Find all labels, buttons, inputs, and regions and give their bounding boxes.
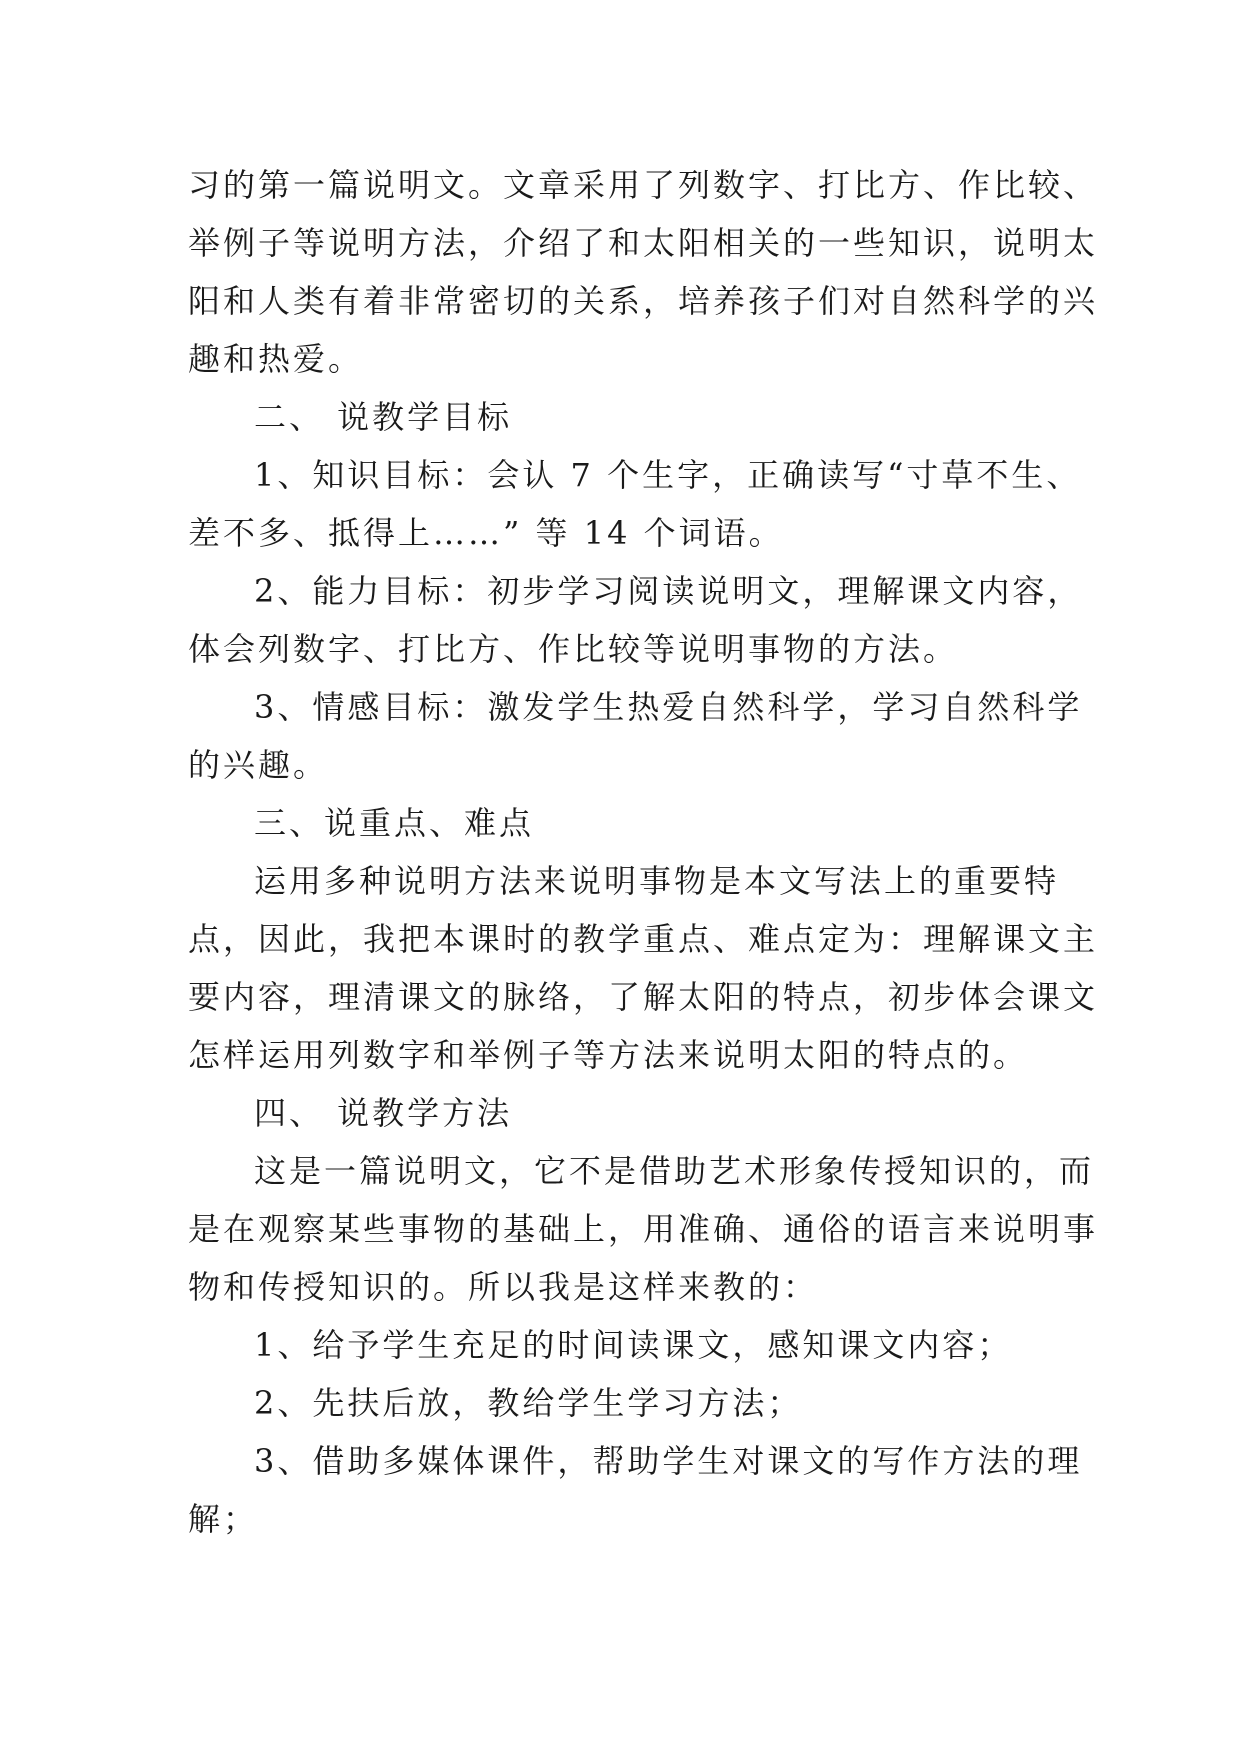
text-line: 3、借助多媒体课件，帮助学生对课文的写作方法的理 <box>254 1442 1083 1480</box>
text-line: 1、给予学生充足的时间读课文，感知课文内容； <box>254 1326 1013 1364</box>
text-line: 举例子等说明方法，介绍了和太阳相关的一些知识，说明太 <box>188 224 1099 262</box>
section-heading: 三、说重点、难点 <box>254 804 535 842</box>
text-line: 1、知识目标：会认 7 个生字，正确读写“寸草不生、 <box>254 456 1082 494</box>
section-heading: 二、 说教学目标 <box>254 398 513 436</box>
text-line: 物和传授知识的。所以我是这样来教的： <box>188 1268 819 1306</box>
text-line: 点，因此，我把本课时的教学重点、难点定为：理解课文主 <box>188 920 1099 958</box>
text-line: 运用多种说明方法来说明事物是本文写法上的重要特 <box>254 862 1060 900</box>
text-line: 习的第一篇说明文。文章采用了列数字、打比方、作比较、 <box>188 166 1099 204</box>
text-line: 3、情感目标：激发学生热爱自然科学，学习自然科学 <box>254 688 1083 726</box>
section-heading: 四、 说教学方法 <box>254 1094 513 1132</box>
text-line: 解； <box>188 1500 259 1538</box>
text-line: 阳和人类有着非常密切的关系，培养孩子们对自然科学的兴 <box>188 282 1099 320</box>
text-line: 的兴趣。 <box>188 746 329 784</box>
text-line: 差不多、抵得上……” 等 14 个词语。 <box>188 514 784 552</box>
text-line: 趣和热爱。 <box>188 340 364 378</box>
text-line: 这是一篇说明文，它不是借助艺术形象传授知识的，而 <box>254 1152 1095 1190</box>
text-line: 2、能力目标：初步学习阅读说明文，理解课文内容， <box>254 572 1083 610</box>
text-line: 怎样运用列数字和举例子等方法来说明太阳的特点的。 <box>188 1036 1029 1074</box>
text-line: 2、先扶后放，教给学生学习方法； <box>254 1384 803 1422</box>
text-line: 要内容，理清课文的脉络，了解太阳的特点，初步体会课文 <box>188 978 1099 1016</box>
text-line: 体会列数字、打比方、作比较等说明事物的方法。 <box>188 630 959 668</box>
body-text <box>188 156 1099 1548</box>
text-line: 是在观察某些事物的基础上，用准确、通俗的语言来说明事 <box>188 1210 1099 1248</box>
